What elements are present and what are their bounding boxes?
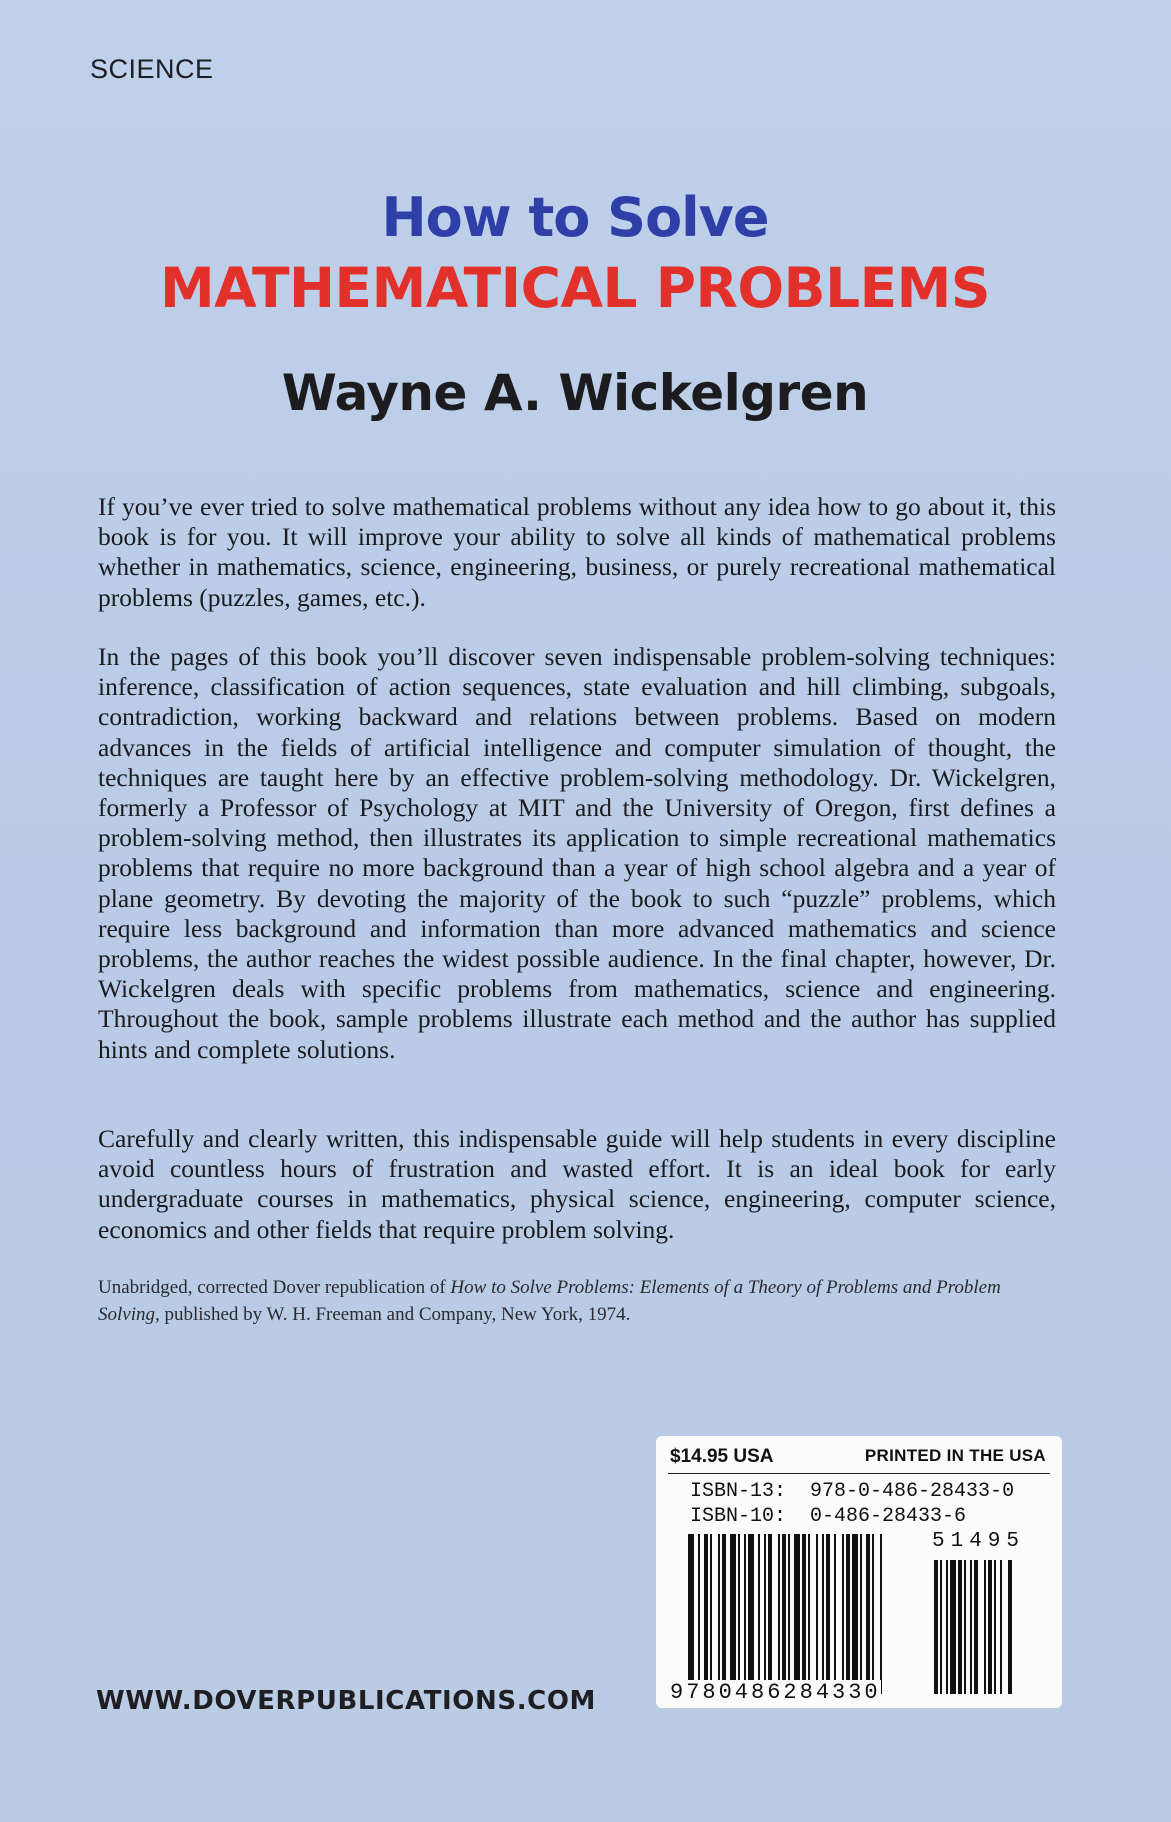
barcode-bar: [880, 1534, 882, 1694]
category-label: SCIENCE: [90, 54, 214, 84]
addon-number: 51495: [932, 1530, 1026, 1553]
barcode-bar: [846, 1534, 850, 1694]
barcode-bar: [718, 1534, 720, 1694]
barcode-bar: [744, 1534, 746, 1694]
isbn-10-label: ISBN-10:: [690, 1505, 787, 1528]
addon-bar: [984, 1560, 986, 1694]
addon-bar: [950, 1560, 956, 1694]
barcode-bar: [794, 1534, 800, 1694]
addon-bar: [970, 1560, 972, 1694]
barcode-bar: [688, 1534, 694, 1694]
isbn-10: [690, 1505, 966, 1528]
barcode-panel: [656, 1436, 1062, 1708]
addon-bar: [964, 1560, 966, 1694]
divider: [668, 1473, 1050, 1474]
addon-bar: [940, 1560, 942, 1694]
description-paragraph-1: If you’ve ever tried to solve mathematical problems without any idea how to go about it, this book is for you. It will improve your ability to solve all kinds of mathematical problems whether in mathematics, science, engineering, business, or purely recreational mathematical problems (puzzles, games, etc.).: [98, 492, 1056, 612]
addon-bar: [1008, 1560, 1012, 1694]
isbn-13-label: ISBN-13:: [690, 1480, 787, 1503]
author-name: Wayne A. Wickelgren: [281, 364, 869, 422]
barcode-bar: [834, 1534, 836, 1694]
barcode-bar: [788, 1534, 790, 1694]
barcode-bar: [842, 1534, 844, 1694]
publication-note: [98, 1274, 1064, 1328]
barcode-bar: [852, 1534, 858, 1694]
isbn-13-value: 978-0-486-28433-0: [810, 1480, 1015, 1503]
description-paragraph-3: Carefully and clearly written, this indispensable guide will help students in every discipline avoid countless hours of frustration and wasted effort. It is an ideal book for early undergraduate courses in mathematics, physical science, engineering, computer science, economics and other fields that require problem solving.: [98, 1124, 1056, 1244]
barcode-bar: [764, 1534, 766, 1694]
isbn-13: [690, 1480, 1014, 1503]
barcode-bar: [730, 1534, 736, 1694]
barcode-bar: [758, 1534, 760, 1694]
addon-bar: [974, 1560, 978, 1694]
barcode-number: 9780486284330: [670, 1680, 881, 1705]
barcode-bar: [802, 1534, 806, 1694]
title-line-1: How to Solve: [381, 186, 769, 249]
barcode-bar: [748, 1534, 754, 1694]
barcode-bar: [826, 1534, 830, 1694]
barcode-bar: [872, 1534, 874, 1694]
barcode-bar: [710, 1534, 712, 1694]
barcode-bar: [816, 1534, 818, 1694]
barcode-bar: [778, 1534, 780, 1694]
original-title: How to Solve Problems: Elements of a Theory of Problems and Problem Solving,: [98, 1277, 1001, 1325]
price-label: $14.95 USA: [670, 1446, 774, 1467]
addon-bar: [958, 1560, 962, 1694]
barcode-bar: [860, 1534, 862, 1694]
isbn-10-value: 0-486-28433-6: [810, 1505, 967, 1528]
barcode-bar: [698, 1534, 700, 1694]
addon-bar: [1000, 1560, 1002, 1694]
addon-bar: [946, 1560, 948, 1694]
barcode-bar: [866, 1534, 870, 1694]
printed-in-label: PRINTED IN THE USA: [864, 1446, 1046, 1465]
addon-bar: [988, 1560, 992, 1694]
barcode-bar: [704, 1534, 708, 1694]
barcode-bar: [722, 1534, 726, 1694]
barcode-bar: [822, 1534, 824, 1694]
barcode-image: [688, 1534, 1048, 1702]
publication-note-prefix: Unabridged, corrected Dover republication of: [98, 1277, 451, 1298]
barcode-bar: [768, 1534, 772, 1694]
barcode-bar: [782, 1534, 786, 1694]
publication-note-suffix: published by W. H. Freeman and Company, New York, 1974.: [159, 1304, 631, 1325]
description-paragraph-2: In the pages of this book you’ll discover seven indispensable problem-solving techniques: inference, classification of action sequences, state evaluation and hill climbing, subgoals, contradiction, working backward and relations between problems. Based on modern advances in the fields of artificial intelligence and computer simulation of thought, the techniques are taught here by an effective problem-solving methodology. Dr. Wickelgren, formerly a Professor of Psychology at MIT and the University of Oregon, first defines a problem-solving method, then illustrates its application to simple recreational mathematics problems that require no more background than a year of high school algebra and a year of plane geometry. By devoting the majority of the book to such “puzzle” problems, which require less background and information than more advanced mathematics and science problems, the author reaches the widest possible audience. In the final chapter, however, Dr. Wickelgren deals with specific problems from mathematics, science and engineering. Throughout the book, sample problems illustrate each method and the author has supplied hints and complete solutions.: [98, 642, 1056, 1064]
addon-bar: [994, 1560, 996, 1694]
addon-bar: [934, 1560, 938, 1694]
website-url: WWW.DOVERPUBLICATIONS.COM: [96, 1686, 597, 1716]
barcode-bar: [738, 1534, 740, 1694]
title-line-2: MATHEMATICAL PROBLEMS: [159, 256, 991, 320]
barcode-bar: [808, 1534, 810, 1694]
